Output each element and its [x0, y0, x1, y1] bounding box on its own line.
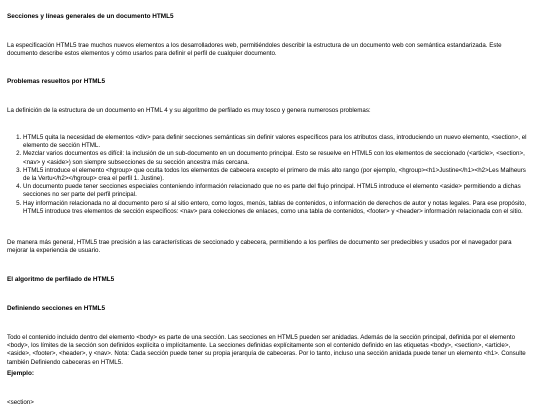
list-item: 5. Hay información relacionada no al documento pero sí al sitio entero, como logos, menús, tablas de contenidos, o información de derechos de autor y notas legales. Para ese propósito, HTML5 introduce tres elementos de sección específicos: <nav> para colecciones de enlaces, como una tabla de contenidos, <footer> y <header> información relacionada con el sitio.: [23, 200, 533, 216]
page-title: Secciones y líneas generales de un documento HTML5: [7, 13, 174, 20]
defining-sections-paragraph: Todo el contenido incluido dentro del elemento <body> es parte de una sección. Las secciones en HTML5 pueden ser anidadas. Además de la sección principal, definida por el elemento <body>, los límites de la sección son definidos explícita o implícitamente. La secciones definidas explícitamente son el contenido definido en las etiquetas <body>, <section>, <article>, <aside>, <footer>, <header>, y <nav>. Nota: Cada sección puede tener su propia jerarquía de cabeceras. Por lo tanto, incluso una sección anidada puede tener un elemento <h1>. Consulte también Definiendo cabeceras en HTML5.: [7, 334, 526, 366]
list-item: 1. HTML5 quita la necesidad de elementos <div> para definir secciones semánticas sin definir valores específicos para los atributos class, introduciendo un nuevo elemento, <section>, el elemento de sección HTML.: [23, 134, 533, 150]
example-heading: Ejemplo:: [7, 370, 34, 377]
code-example: <section>: [7, 399, 34, 405]
list-item: 4. Un documento puede tener secciones especiales conteniendo información relacionado que no es parte del flujo principal. HTML5 introduce el elemento <aside> permitiendo a dichas secciones no ser parte del perfil principal.: [23, 183, 533, 199]
intro-paragraph: La especificación HTML5 trae muchos nuevos elementos a los desarrolladores web, permitiéndoles describir la estructura de un documento web con semántica estandarizada. Este documento describe estos elementos y cómo usarlos para definir el perfil de cualquier documento.: [7, 42, 502, 58]
list-item: 3. HTML5 introduce el elemento <hgroup> que oculta todos los elementos de cabecera excepto el primero de más alto rango (por ejemplo, <hgroup><h1>Justine</h1><h2>Les Malheurs de la Vertu</h2></hgroup> crea el perfil 1. Justine).: [23, 167, 533, 183]
summary-paragraph: De manera más general, HTML5 trae precisión a las características de seccionado y cabecera, permitiendo a los perfiles de documento ser predecibles y usados por el navegador para mejorar la experiencia de usuario.: [7, 239, 512, 255]
defining-sections-heading: Definiendo secciones en HTML5: [7, 305, 106, 312]
problems-heading: Problemas resueltos por HTML5: [7, 78, 106, 85]
problems-list: [7, 134, 533, 216]
list-item: 2. Mezclar varios documentos es difícil: la inclusión de un sub-documento en un documento principal. Esto se resuelve en HTML5 con los elementos de seccionado (<article>, <section>, <nav> y <aside>) son siempre subsecciones de su sección ancestra más cercana.: [23, 150, 533, 166]
algorithm-heading: El algoritmo de perfilado de HTML5: [7, 276, 115, 283]
problems-intro-paragraph: La definición de la estructura de un documento en HTML 4 y su algoritmo de perfilado es muy tosco y genera numerosos problemas:: [7, 107, 371, 114]
